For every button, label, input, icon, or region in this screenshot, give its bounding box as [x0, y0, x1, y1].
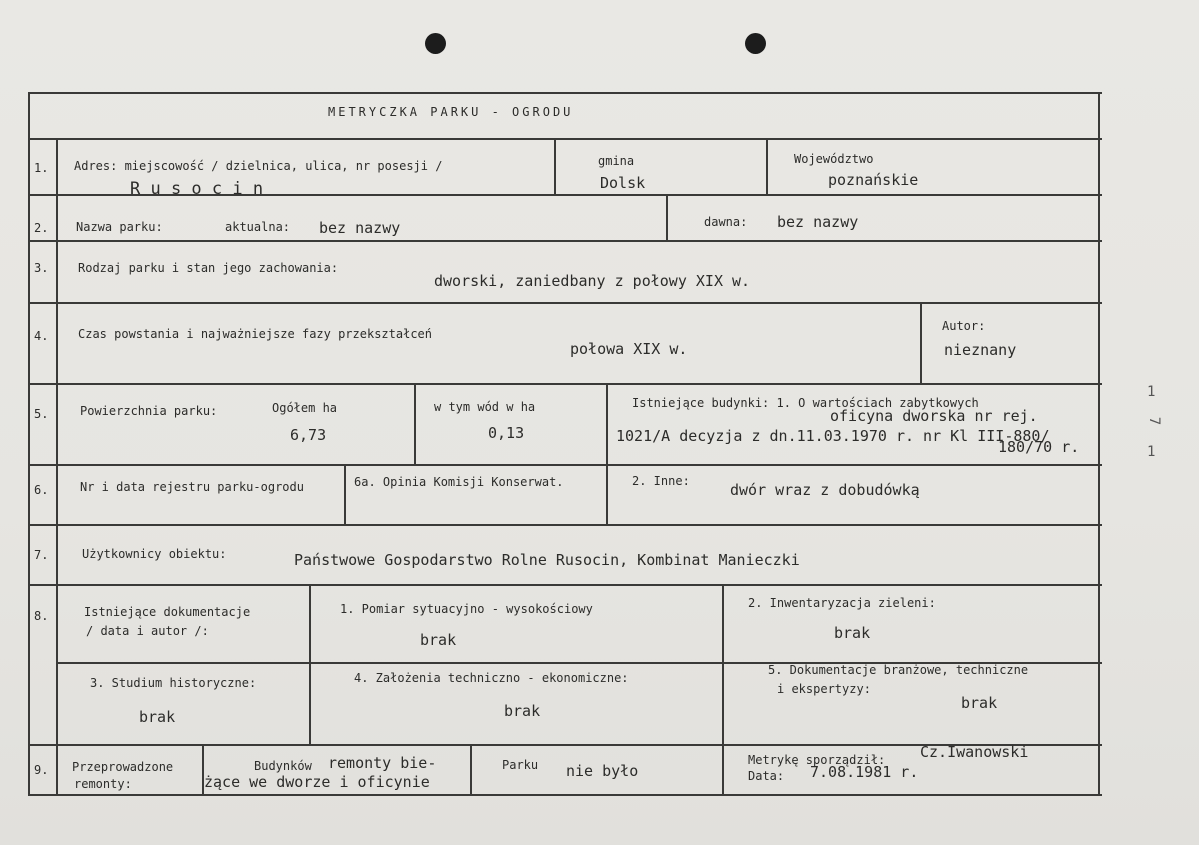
margin-mark: 1 [1147, 444, 1156, 460]
documentation-label: Istniejące dokumentacje [84, 605, 251, 619]
prepared-by-label: Metrykę sporządził: [748, 753, 886, 767]
water-area-value: 0,13 [488, 424, 525, 442]
users-label: Użytkownicy obiektu: [82, 547, 227, 561]
margin-mark: 1 [1147, 384, 1156, 400]
origin-value: połowa XIX w. [570, 340, 688, 358]
greenery-label: 2. Inwentaryzacja zieleni: [748, 596, 936, 610]
repairs-label: remonty: [74, 777, 132, 791]
other-buildings-value: dwór wraz z dobudówką [730, 481, 920, 499]
survey-label: 1. Pomiar sytuacyjno - wysokościowy [340, 602, 593, 616]
row-number: 2. [34, 221, 49, 235]
voivodeship-label: Województwo [794, 152, 874, 166]
gmina-value: Dolsk [600, 174, 646, 192]
current-name-label: aktualna: [225, 220, 291, 234]
date-label: Data: [748, 769, 785, 783]
park-name-label: Nazwa parku: [76, 220, 163, 234]
gmina-label: gmina [598, 154, 635, 168]
other-buildings-label: 2. Inne: [632, 474, 690, 488]
row-number: 6. [34, 483, 49, 497]
park-repairs-value: nie było [566, 762, 639, 780]
total-area-label: Ogółem ha [272, 401, 338, 415]
address-value: R u s o c i n [130, 179, 264, 199]
row-number: 7. [34, 548, 49, 562]
buildings-repairs-value: remonty bie- [328, 754, 437, 772]
history-study-value: brak [139, 708, 176, 726]
current-name-value: bez nazwy [319, 219, 401, 237]
survey-value: brak [420, 631, 457, 649]
row-number: 9. [34, 763, 49, 777]
voivodeship-value: poznańskie [828, 171, 919, 189]
total-area-value: 6,73 [290, 426, 327, 444]
greenery-value: brak [834, 624, 871, 642]
conservator-opinion-label: 6a. Opinia Komisji Konserwat. [354, 475, 564, 489]
repairs-label: Przeprowadzone [72, 760, 174, 774]
row-number: 1. [34, 161, 49, 175]
former-name-label: dawna: [704, 215, 748, 229]
address-label: Adres: miejscowość / dzielnica, ulica, nr posesji / [74, 159, 443, 173]
park-repairs-label: Parku [502, 758, 539, 772]
row-number: 8. [34, 609, 49, 623]
history-study-label: 3. Studium historyczne: [90, 676, 257, 690]
former-name-value: bez nazwy [777, 213, 859, 231]
buildings-line: 180/70 r. [998, 438, 1080, 456]
form-title: METRYCZKA PARKU - OGRODU [328, 105, 574, 119]
row-number: 4. [34, 329, 49, 343]
punch-hole [745, 33, 766, 54]
water-area-label: w tym wód w ha [434, 400, 536, 414]
buildings-line: 1021/A decyzja z dn.11.03.1970 r. nr Kl III-880/ [616, 427, 1050, 445]
industry-docs-label: i ekspertyzy: [777, 682, 871, 696]
row-number: 3. [34, 261, 49, 275]
area-label: Powierzchnia parku: [80, 404, 218, 418]
register-label: Nr i data rejestru parku-ogrodu [80, 480, 304, 494]
documentation-label: / data i autor /: [86, 624, 209, 638]
prepared-by-value: Cz.Iwanowski [920, 743, 1029, 761]
users-value: Państwowe Gospodarstwo Rolne Rusocin, Kombinat Manieczki [294, 551, 800, 569]
margin-mark: 7 [1146, 416, 1163, 426]
buildings-repairs-value: żące we dworze i oficynie [204, 773, 430, 791]
date-value: 7.08.1981 r. [810, 763, 919, 781]
punch-hole [425, 33, 446, 54]
author-label: Autor: [942, 319, 986, 333]
buildings-repairs-label: Budynków [254, 759, 312, 773]
industry-docs-value: brak [961, 694, 998, 712]
industry-docs-label: 5. Dokumentacje branżowe, techniczne [768, 663, 1029, 677]
park-type-label: Rodzaj parku i stan jego zachowania: [78, 261, 339, 275]
technical-label: 4. Założenia techniczno - ekonomiczne: [354, 671, 629, 685]
buildings-line: oficyna dworska nr rej. [830, 407, 1038, 425]
park-type-value: dworski, zaniedbany z połowy XIX w. [434, 272, 751, 290]
origin-label: Czas powstania i najważniejsze fazy przekształceń [78, 327, 433, 341]
buildings-label: Istniejące budynki: 1. O wartościach zabytkowych [632, 396, 979, 410]
row-number: 5. [34, 407, 49, 421]
technical-value: brak [504, 702, 541, 720]
author-value: nieznany [944, 341, 1017, 359]
metric-form [28, 92, 1102, 796]
